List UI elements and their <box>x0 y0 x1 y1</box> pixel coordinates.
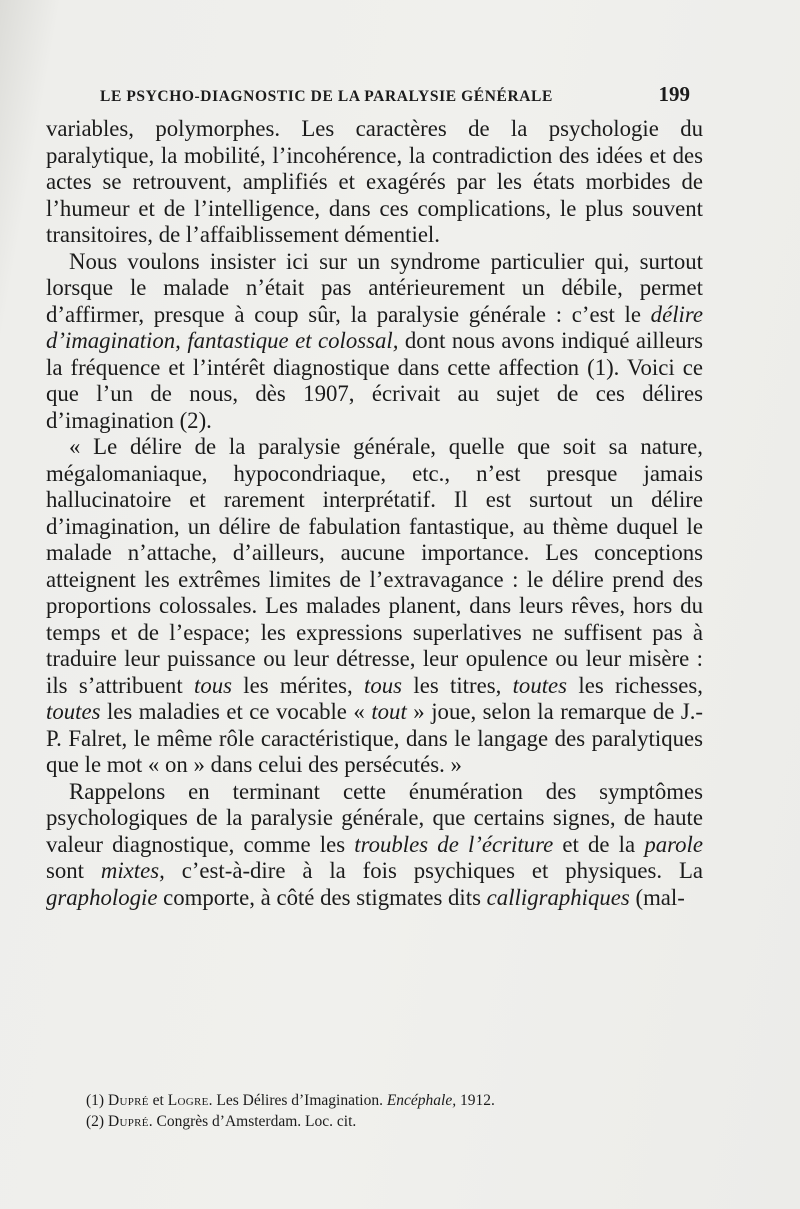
page-number: 199 <box>658 82 690 106</box>
paragraph-quotation <box>46 434 703 779</box>
footnote-1-author-2: Logre <box>167 1092 209 1109</box>
paragraph-3-emphasis-ecriture: troubles de l’écriture <box>354 831 554 857</box>
paragraph-3-text-b: et de la <box>553 831 645 857</box>
footnote-1-journal: Encéphale, <box>386 1092 457 1109</box>
paragraph-3-text-e: comporte, à côté des stigmates dits <box>157 884 487 910</box>
footnote-1-mid: et <box>148 1092 168 1109</box>
footnote-1-author: Dupré <box>107 1092 149 1109</box>
footnote-2-author: Dupré <box>107 1113 149 1130</box>
quote-text-b: les mérites, <box>232 672 365 698</box>
paragraph-3-emphasis-graphologie: graphologie <box>46 884 158 910</box>
quote-text-d: les richesses, <box>567 672 703 698</box>
paragraph-3-emphasis-parole: parole <box>644 831 703 857</box>
body-text <box>46 116 703 911</box>
quote-emphasis-toutes-2: toutes <box>46 699 101 724</box>
footnote-1-tail: 1912. <box>456 1092 495 1109</box>
footnotes <box>86 1090 696 1132</box>
footnote-1-marker: (1) <box>86 1092 105 1109</box>
quote-emphasis-tout: tout <box>371 699 407 724</box>
paragraph-3-text-f: (mal- <box>629 884 685 910</box>
quote-text-c: les titres, <box>402 672 513 698</box>
running-title: LE PSYCHO-DIAGNOSTIC DE LA PARALYSIE GÉNÉRALE <box>100 88 553 105</box>
running-head <box>100 82 690 107</box>
paragraph-1-text: variables, polymorphes. Les caractères de la psychologie du paralytique, la mobilité, l’incohérence, la contradiction des idées et des actes se retrouvent, amplifiés et exagérés par les états morbides de l’humeur et de l’intelligence, dans ces complications, le plus souvent transitoires, de l’affaiblissement démentiel. <box>46 116 703 247</box>
footnote-1 <box>86 1090 696 1111</box>
quote-emphasis-toutes-1: toutes <box>512 672 568 698</box>
paragraph-3-emphasis-calligraphiques: calligraphiques <box>486 884 630 910</box>
paragraph-signs <box>46 779 703 912</box>
paragraph-syndrome <box>46 249 703 435</box>
paragraph-3-text-c: sont <box>46 858 101 883</box>
quote-text-a: « Le délire de la paralysie générale, quelle que soit sa nature, mégalomaniaque, hypocondriaque, etc., n’est presque jamais hallucinatoire et rarement interprétatif. Il est surtout un délire d’imagination, un délire de fabulation fantastique, au thème duquel le malade n’attache, d’ailleurs, aucune importance. Les conceptions atteignent les extrêmes limites de l’extravagance : le délire prend des proportions colossales. Les malades planent, dans leurs rêves, hors du temps et de l’espace; les expressions superlatives ne suffisent pas à traduire leur puissance ou leur détresse, leur opulence ou leur misère : ils s’attribuent <box>46 434 703 698</box>
paragraph-3-text-a: Rappelons en terminant cette énumération des symptômes psychologiques de la paralysie générale, que certains signes, de haute valeur diagnostique, comme les <box>46 778 703 857</box>
quote-emphasis-tous-2: tous <box>364 672 403 698</box>
paragraph-3-emphasis-mixtes: mixtes, <box>100 858 165 883</box>
quote-emphasis-tous-1: tous <box>193 672 232 698</box>
paragraph-2-text-a: Nous voulons insister ici sur un syndrome particulier qui, surtout lorsque le malade n’était pas antérieurement un débile, permet d’affirmer, presque à coup sûr, la paralysie générale : c’est le <box>46 248 703 327</box>
paragraph-continuation <box>46 116 703 249</box>
footnote-2-marker: (2) <box>86 1113 105 1130</box>
footnote-2-text: . Congrès d’Amsterdam. Loc. cit. <box>148 1113 357 1130</box>
paragraph-3-text-d: c’est-à-dire à la fois psychiques et physiques. La <box>164 858 704 883</box>
footnote-1-text: . Les Délires d’Imagination. <box>208 1092 387 1109</box>
footnote-2 <box>86 1111 696 1132</box>
paragraph-2-emphasis: délire d’imagination, fantastique et colossal, <box>46 301 703 353</box>
quote-text-e: les maladies et ce vocable « <box>100 699 372 724</box>
quote-text-f: » joue, selon la remarque de J.-P. Falret, le même rôle caractéristique, dans le langage des paralytiques que le mot « on » dans celui des persécutés. » <box>46 699 703 777</box>
paragraph-2-text-b: dont nous avons indiqué ailleurs la fréquence et l’intérêt diagnostique dans cette affection (1). Voici ce que l’un de nous, dès 1907, écrivait au sujet de ces délires d’imagination (2). <box>46 328 703 433</box>
